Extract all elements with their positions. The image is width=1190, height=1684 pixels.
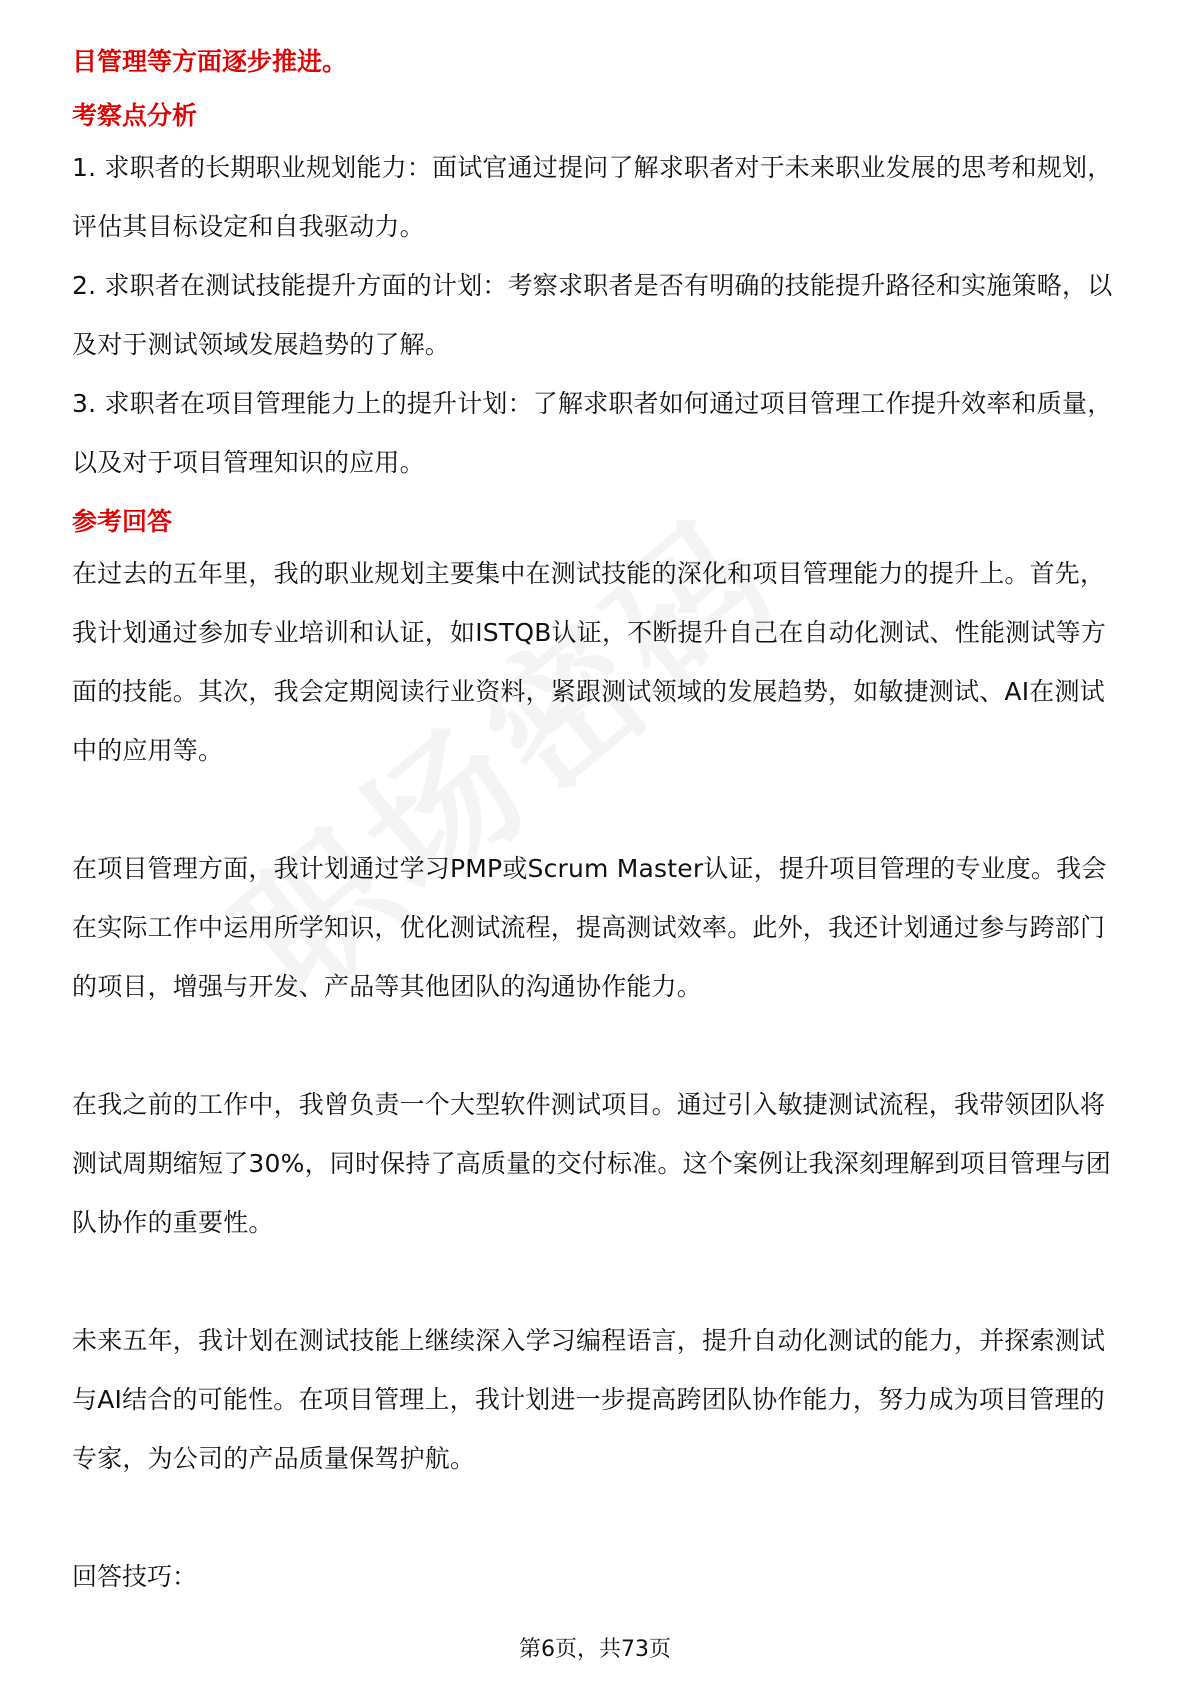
paragraph-spacer	[72, 1252, 1122, 1311]
reference-heading: 参考回答	[72, 507, 173, 536]
paragraph-spacer	[72, 1016, 1122, 1075]
paragraph-spacer	[72, 1488, 1122, 1547]
page-content	[72, 44, 1122, 1606]
page-number: 第6页，共73页	[519, 1637, 671, 1662]
analysis-heading: 考察点分析	[72, 101, 198, 130]
paragraph-spacer	[72, 780, 1122, 839]
reference-paragraph: 在我之前的工作中，我曾负责一个大型软件测试项目。通过引入敏捷测试流程，我带领团队将测试周期缩短了30%，同时保持了高质量的交付标准。这个案例让我深刻理解到项目管理与团队协作的重要性。	[72, 1090, 1111, 1237]
reference-paragraph: 在项目管理方面，我计划通过学习PMP或Scrum Master认证，提升项目管理的专业度。我会在实际工作中运用所学知识，优化测试流程，提高测试效率。此外，我还计划通过参与跨部门的项目，增强与开发、产品等其他团队的沟通协作能力。	[72, 854, 1107, 1001]
reference-paragraph: 未来五年，我计划在测试技能上继续深入学习编程语言，提升自动化测试的能力，并探索测试与AI结合的可能性。在项目管理上，我计划进一步提高跨团队协作能力，努力成为项目管理的专家，为公司的产品质量保驾护航。	[72, 1326, 1106, 1473]
analysis-item: 1. 求职者的长期职业规划能力：面试官通过提问了解求职者对于未来职业发展的思考和规划，评估其目标设定和自我驱动力。	[72, 153, 1113, 241]
lead-line: 目管理等方面逐步推进。	[72, 47, 348, 76]
analysis-item: 2. 求职者在测试技能提升方面的计划：考察求职者是否有明确的技能提升路径和实施策略，以及对于测试领域发展趋势的了解。	[72, 271, 1113, 359]
tips-label: 回答技巧：	[72, 1562, 198, 1591]
analysis-item: 3. 求职者在项目管理能力上的提升计划：了解求职者如何通过项目管理工作提升效率和质量，以及对于项目管理知识的应用。	[72, 389, 1113, 477]
reference-paragraph: 在过去的五年里，我的职业规划主要集中在测试技能的深化和项目管理能力的提升上。首先，我计划通过参加专业培训和认证，如ISTQB认证，不断提升自己在自动化测试、性能测试等方面的技能。其次，我会定期阅读行业资料，紧跟测试领域的发展趋势，如敏捷测试、AI在测试中的应用等。	[72, 559, 1106, 765]
